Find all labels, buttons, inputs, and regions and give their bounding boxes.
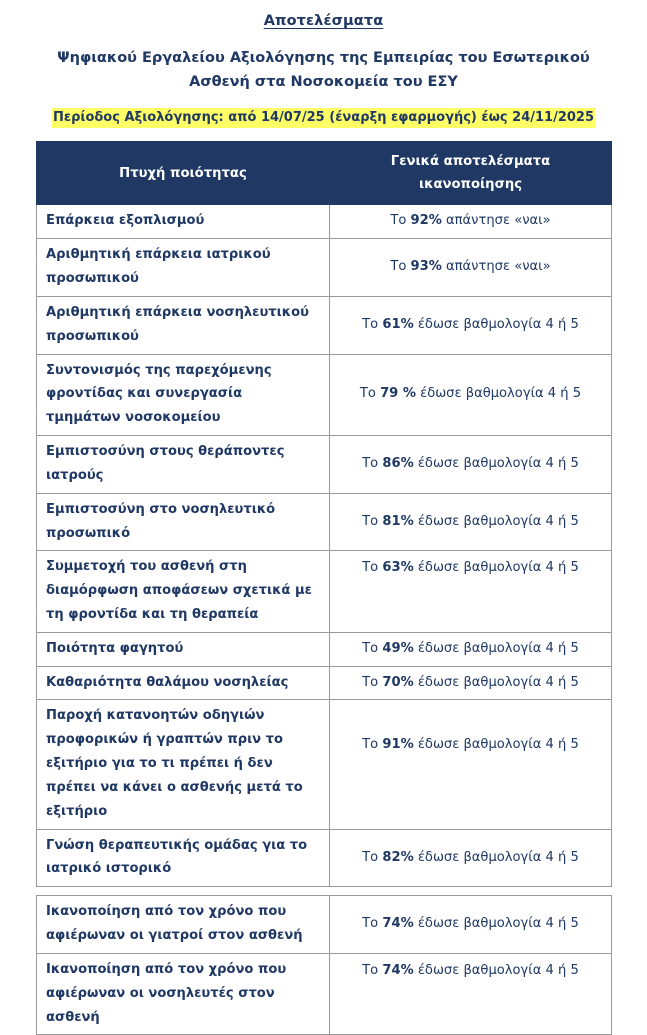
cell-quality-aspect: Ικανοποίηση από τον χρόνο που αφιέρωναν οι νοσηλευτές στον ασθενή xyxy=(37,953,330,1034)
cell-satisfaction-result xyxy=(330,205,612,239)
result-percentage: 74% xyxy=(382,916,414,932)
table-row xyxy=(37,436,612,494)
table-row xyxy=(37,953,612,1034)
results-table-main xyxy=(36,141,612,887)
cell-quality-aspect: Ικανοποίηση από τον χρόνο που αφιέρωναν οι γιατροί στον ασθενή xyxy=(37,896,330,954)
results-table-secondary xyxy=(36,895,612,1035)
cell-satisfaction-result xyxy=(330,436,612,494)
results-tables xyxy=(36,141,611,1035)
result-prefix: Το xyxy=(362,962,383,978)
cell-quality-aspect: Ποιότητα φαγητού xyxy=(37,632,330,666)
result-prefix: Το xyxy=(359,386,381,402)
result-percentage: 91% xyxy=(382,737,414,753)
result-suffix: έδωσε βαθμολογία 4 ή 5 xyxy=(413,640,579,656)
result-percentage: 79 % xyxy=(380,386,416,402)
page-subtitle-line-2: Ασθενή στα Νοσοκομεία του ΕΣΥ xyxy=(189,73,458,90)
cell-satisfaction-result xyxy=(330,896,612,954)
cell-satisfaction-result xyxy=(330,953,612,1034)
table-row xyxy=(37,632,612,666)
cell-satisfaction-result xyxy=(330,551,612,632)
cell-quality-aspect: Συμμετοχή του ασθενή στη διαμόρφωση αποφάσεων σχετικά με τη φροντίδα και τη θεραπεία xyxy=(37,551,330,632)
result-suffix: έδωσε βαθμολογία 4 ή 5 xyxy=(413,316,579,332)
page-subtitle-line-1: Ψηφιακού Εργαλείου Αξιολόγησης της Εμπειρίας του Εσωτερικού xyxy=(57,50,590,67)
table-row xyxy=(37,896,612,954)
table-body-secondary xyxy=(37,896,612,1035)
page-subtitle xyxy=(0,47,647,94)
column-header-quality-aspect: Πτυχή ποιότητας xyxy=(37,142,330,205)
table-row xyxy=(37,829,612,887)
cell-quality-aspect: Αριθμητική επάρκεια ιατρικού προσωπικού xyxy=(37,239,330,297)
cell-quality-aspect: Παροχή κατανοητών οδηγιών προφορικών ή γραπτών πριν το εξιτήριο για το τι πρέπει ή δεν πρέπει να κάνει ο ασθενής μετά το εξιτήριο xyxy=(37,700,330,829)
table-row xyxy=(37,493,612,551)
result-percentage: 93% xyxy=(410,259,442,275)
result-prefix: Το xyxy=(362,316,383,332)
table-row xyxy=(37,239,612,297)
result-suffix: απάντησε «ναι» xyxy=(441,259,551,275)
result-percentage: 70% xyxy=(382,674,414,690)
column-header-satisfaction-line-1: Γενικά αποτελέσματα xyxy=(390,154,551,170)
result-suffix: έδωσε βαθμολογία 4 ή 5 xyxy=(413,674,579,690)
result-suffix: απάντησε «ναι» xyxy=(441,213,551,229)
result-prefix: Το xyxy=(362,674,383,690)
page-title: Αποτελέσματα xyxy=(263,13,384,29)
result-suffix: έδωσε βαθμολογία 4 ή 5 xyxy=(415,386,582,402)
result-suffix: έδωσε βαθμολογία 4 ή 5 xyxy=(413,849,579,865)
evaluation-period-block xyxy=(0,106,647,128)
result-prefix: Το xyxy=(362,455,383,471)
cell-quality-aspect: Εμπιστοσύνη στους θεράποντες ιατρούς xyxy=(37,436,330,494)
table-row xyxy=(37,296,612,354)
table-row xyxy=(37,551,612,632)
result-percentage: 63% xyxy=(382,560,414,576)
cell-satisfaction-result xyxy=(330,296,612,354)
column-header-satisfaction-results xyxy=(330,142,612,205)
table-row xyxy=(37,354,612,435)
result-percentage: 86% xyxy=(382,455,414,471)
cell-satisfaction-result xyxy=(330,632,612,666)
result-prefix: Το xyxy=(362,560,383,576)
cell-satisfaction-result xyxy=(330,354,612,435)
cell-quality-aspect: Αριθμητική επάρκεια νοσηλευτικού προσωπικού xyxy=(37,296,330,354)
result-suffix: έδωσε βαθμολογία 4 ή 5 xyxy=(413,560,579,576)
result-suffix: έδωσε βαθμολογία 4 ή 5 xyxy=(413,916,579,932)
table-body-main xyxy=(37,205,612,887)
result-percentage: 92% xyxy=(410,213,442,229)
result-suffix: έδωσε βαθμολογία 4 ή 5 xyxy=(413,513,579,529)
evaluation-period-highlight: Περίοδος Αξιολόγησης: από 14/07/25 (έναρξη εφαρμογής) έως 24/11/2025 xyxy=(52,108,595,128)
cell-quality-aspect: Γνώση θεραπευτικής ομάδας για το ιατρικό ιστορικό xyxy=(37,829,330,887)
result-prefix: Το xyxy=(362,737,383,753)
result-prefix: Το xyxy=(362,640,383,656)
result-percentage: 61% xyxy=(382,316,414,332)
cell-quality-aspect: Επάρκεια εξοπλισμού xyxy=(37,205,330,239)
result-percentage: 82% xyxy=(382,849,414,865)
result-prefix: Το xyxy=(362,849,383,865)
cell-quality-aspect: Καθαριότητα θαλάμου νοσηλείας xyxy=(37,666,330,700)
table-header xyxy=(37,142,612,205)
cell-satisfaction-result xyxy=(330,666,612,700)
result-suffix: έδωσε βαθμολογία 4 ή 5 xyxy=(413,737,579,753)
result-percentage: 81% xyxy=(382,513,414,529)
result-prefix: Το xyxy=(390,213,411,229)
cell-quality-aspect: Εμπιστοσύνη στο νοσηλευτικό προσωπικό xyxy=(37,493,330,551)
result-suffix: έδωσε βαθμολογία 4 ή 5 xyxy=(413,962,579,978)
table-header-row xyxy=(37,142,612,205)
result-prefix: Το xyxy=(362,916,383,932)
column-header-satisfaction-line-2: ικανοποίησης xyxy=(418,177,523,193)
result-prefix: Το xyxy=(390,259,411,275)
cell-satisfaction-result xyxy=(330,493,612,551)
table-row xyxy=(37,700,612,829)
table-row xyxy=(37,666,612,700)
cell-satisfaction-result xyxy=(330,239,612,297)
table-row xyxy=(37,205,612,239)
cell-quality-aspect: Συντονισμός της παρεχόμενης φροντίδας και συνεργασία τμημάτων νοσοκομείου xyxy=(37,354,330,435)
title-block xyxy=(0,0,647,94)
result-percentage: 49% xyxy=(382,640,414,656)
result-percentage: 74% xyxy=(382,962,414,978)
cell-satisfaction-result xyxy=(330,829,612,887)
result-suffix: έδωσε βαθμολογία 4 ή 5 xyxy=(413,455,579,471)
cell-satisfaction-result xyxy=(330,700,612,829)
result-prefix: Το xyxy=(362,513,383,529)
